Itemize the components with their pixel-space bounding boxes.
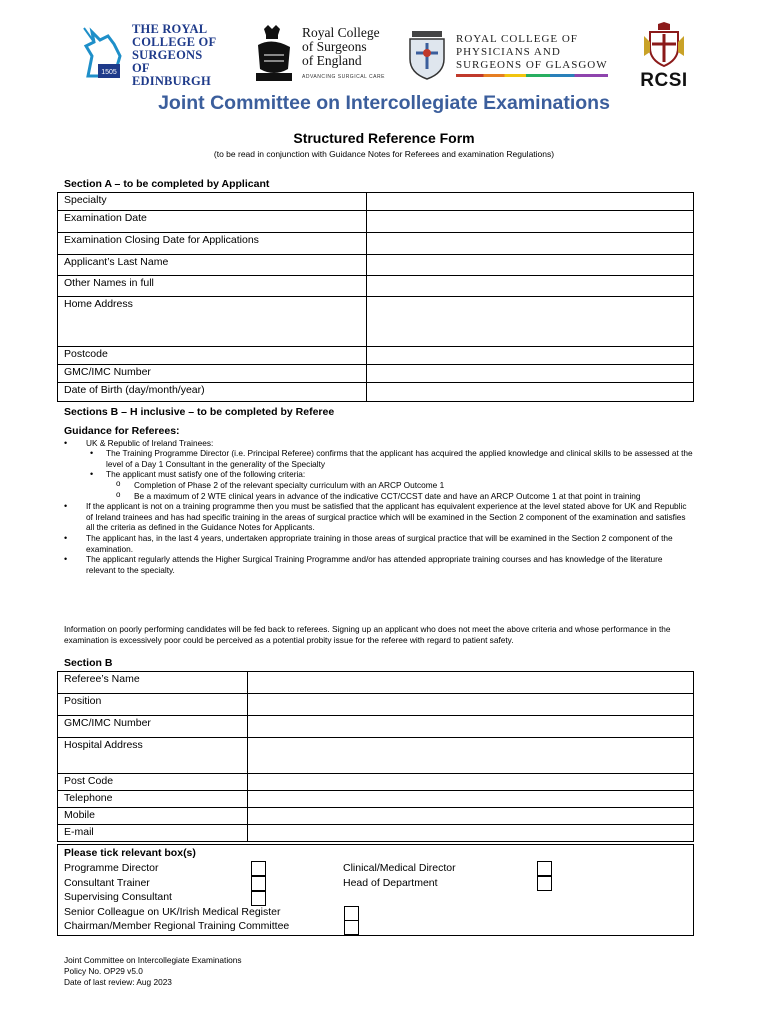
examination-date-field[interactable]	[366, 211, 693, 233]
england-line-2: of Surgeons	[302, 39, 367, 54]
footer-line-1: Joint Committee on Intercollegiate Examinations	[64, 955, 242, 965]
row-label: Hospital Address	[58, 738, 248, 774]
post-code-field[interactable]	[247, 774, 693, 791]
table-row	[58, 774, 694, 791]
table-row	[58, 276, 694, 297]
table-row	[58, 383, 694, 402]
chairman-label: Chairman/Member Regional Training Committee	[64, 920, 290, 932]
programme-director-label: Programme Director	[64, 862, 159, 874]
row-label: Applicant’s Last Name	[58, 255, 367, 276]
heraldic-shield-icon	[406, 29, 448, 81]
sections-b-h-heading: Sections B – H inclusive – to be completed by Referee	[64, 406, 335, 418]
form-title: Structured Reference Form	[293, 130, 475, 146]
table-row	[58, 347, 694, 365]
section-b-heading: Section B	[64, 657, 113, 669]
glasgow-color-bar	[456, 74, 608, 77]
glasgow-line-1: ROYAL COLLEGE OF	[456, 33, 578, 45]
row-label: Post Code	[58, 774, 248, 791]
section-b-table	[57, 671, 694, 842]
edinburgh-line-1: THE ROYAL	[132, 21, 208, 36]
edinburgh-line-3: SURGEONS	[132, 47, 203, 62]
edinburgh-line-2: COLLEGE OF	[132, 34, 217, 49]
row-label: Telephone	[58, 791, 248, 808]
table-row	[58, 255, 694, 276]
footer-line-3: Date of last review: Aug 2023	[64, 977, 172, 987]
rcsi-wordmark: RCSI	[640, 70, 688, 91]
list-item: • The applicant must satisfy one of the following criteria:	[64, 469, 694, 480]
row-label: Referee’s Name	[58, 672, 248, 694]
guidance-title: Guidance for Referees:	[64, 425, 180, 437]
row-label: Home Address	[58, 297, 367, 347]
position-field[interactable]	[247, 694, 693, 716]
consultant-trainer-checkbox[interactable]	[251, 876, 266, 891]
hospital-address-field[interactable]	[247, 738, 693, 774]
other-names-field[interactable]	[366, 276, 693, 297]
tick-box-panel	[57, 844, 694, 936]
row-label: Postcode	[58, 347, 367, 365]
probity-info: Information on poorly performing candidates will be fed back to referees. Signing up an applicant who does not meet the above criteria and whose performance in the examination is excessively poor could be perceived as a potential probity issue for the referee with regard to patient safety.	[64, 624, 671, 645]
table-row	[58, 791, 694, 808]
section-a-table	[57, 192, 694, 402]
clinical-director-label: Clinical/Medical Director	[343, 862, 456, 874]
glasgow-line-2: PHYSICIANS AND	[456, 46, 561, 58]
chairman-checkbox[interactable]	[344, 920, 359, 935]
supervising-consultant-checkbox[interactable]	[251, 891, 266, 906]
head-department-checkbox[interactable]	[537, 876, 552, 891]
consultant-trainer-label: Consultant Trainer	[64, 877, 150, 889]
table-row	[58, 738, 694, 774]
referee-gmc-imc-field[interactable]	[247, 716, 693, 738]
table-row	[58, 672, 694, 694]
england-logo	[250, 24, 390, 86]
crowned-bird-crest-icon	[250, 25, 298, 85]
table-row	[58, 694, 694, 716]
england-line-3: of England	[302, 53, 362, 68]
list-item: o Completion of Phase 2 of the relevant specialty curriculum with an ARCP Outcome 1	[64, 480, 694, 491]
england-line-1: Royal College	[302, 25, 380, 40]
svg-text:1505: 1505	[101, 69, 117, 76]
table-row	[58, 808, 694, 825]
row-label: GMC/IMC Number	[58, 716, 248, 738]
table-row	[58, 193, 694, 211]
list-item: • If the applicant is not on a training programme then you must be satisfied that the applicant has equivalent experience at the level stated above for UK and Republic of Ireland trainees and has had specific training in the areas of surgical practice which will be examined in the Section 2 component of the examination and satisfies all the criteria as defined in the Guidance Notes for Applicants.	[64, 501, 694, 533]
row-label: E-mail	[58, 825, 248, 842]
closing-date-field[interactable]	[366, 233, 693, 255]
row-label: Position	[58, 694, 248, 716]
mobile-field[interactable]	[247, 808, 693, 825]
footer	[64, 955, 242, 988]
telephone-field[interactable]	[247, 791, 693, 808]
row-label: Examination Closing Date for Applications	[58, 233, 367, 255]
head-department-label: Head of Department	[343, 877, 438, 889]
referee-name-field[interactable]	[247, 672, 693, 694]
row-label: Mobile	[58, 808, 248, 825]
table-row	[58, 297, 694, 347]
list-item: • The Training Programme Director (i.e. Principal Referee) confirms that the applicant has acquired the applied knowledge and clinical skills to be assessed at the level of a Day 1 Consultant in the generality of the Specialty	[64, 448, 694, 469]
row-label: Specialty	[58, 193, 367, 211]
programme-director-checkbox[interactable]	[251, 861, 266, 876]
england-tagline: ADVANCING SURGICAL CARE	[302, 74, 385, 80]
list-item: • The applicant has, in the last 4 years, undertaken appropriate training in those areas of surgical practice that will be examined in the Section 2 component of the examination.	[64, 533, 694, 554]
list-item: • The applicant regularly attends the Higher Surgical Training Programme and/or has attended appropriate training courses and has knowledge of the literature relevant to the specialty.	[64, 554, 694, 575]
glasgow-logo	[406, 24, 616, 86]
table-row	[58, 716, 694, 738]
clinical-director-checkbox[interactable]	[537, 861, 552, 876]
senior-colleague-checkbox[interactable]	[344, 906, 359, 921]
row-label: GMC/IMC Number	[58, 365, 367, 383]
date-of-birth-field[interactable]	[366, 383, 693, 402]
row-label: Examination Date	[58, 211, 367, 233]
table-row	[58, 365, 694, 383]
gmc-imc-field[interactable]	[366, 365, 693, 383]
guidance-block	[64, 426, 694, 575]
page-title: Joint Committee on Intercollegiate Examinations	[158, 92, 610, 114]
postcode-field[interactable]	[366, 347, 693, 365]
row-label: Date of Birth (day/month/year)	[58, 383, 367, 402]
home-address-field[interactable]	[366, 297, 693, 347]
table-row	[58, 233, 694, 255]
specialty-field[interactable]	[366, 193, 693, 211]
supervising-consultant-label: Supervising Consultant	[64, 891, 172, 903]
list-item: o Be a maximum of 2 WTE clinical years in advance of the indicative CCT/CCST date and have an ARCP Outcome 1 at that point in training	[64, 491, 694, 502]
table-row	[58, 825, 694, 842]
senior-colleague-label: Senior Colleague on UK/Irish Medical Register	[64, 906, 281, 918]
row-label: Other Names in full	[58, 276, 367, 297]
tick-heading: Please tick relevant box(s)	[64, 847, 196, 859]
last-name-field[interactable]	[366, 255, 693, 276]
table-row	[58, 211, 694, 233]
section-a-heading: Section A – to be completed by Applicant	[64, 178, 270, 190]
form-subtitle: (to be read in conjunction with Guidance Notes for Referees and examination Regulations)	[213, 149, 555, 159]
rcsi-shield-icon	[644, 22, 684, 68]
list-item: • UK & Republic of Ireland Trainees:	[64, 438, 694, 449]
edinburgh-line-4: OF EDINBURGH	[132, 60, 211, 88]
email-field[interactable]	[247, 825, 693, 842]
rcsi-logo	[634, 22, 694, 91]
edinburgh-logo	[80, 21, 230, 88]
glasgow-line-3: SURGEONS OF GLASGOW	[456, 59, 608, 71]
footer-line-2: Policy No. OP29 v5.0	[64, 966, 143, 976]
unicorn-crest-icon	[80, 26, 128, 84]
